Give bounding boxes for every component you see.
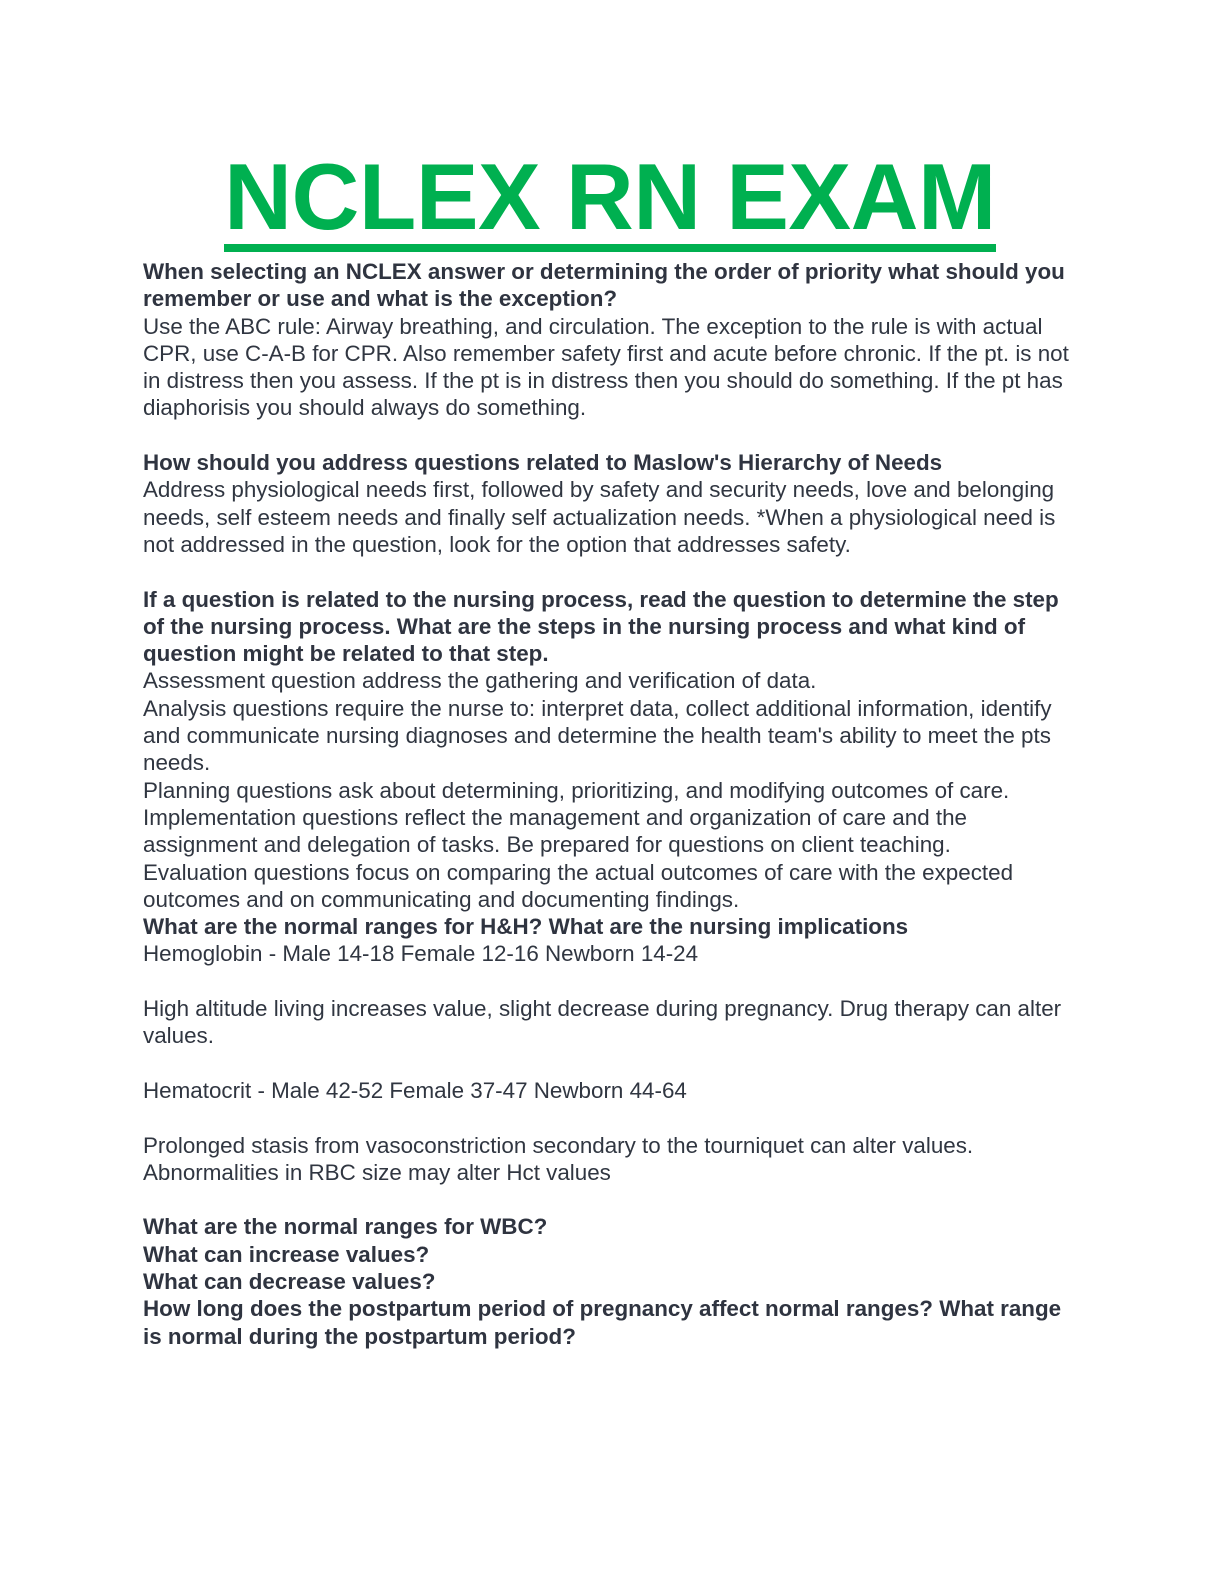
question-priority: When selecting an NCLEX answer or determining the order of priority what should you remember or use and what is the exception? (143, 259, 1065, 312)
answer-assessment: Assessment question address the gathering and verification of data. (143, 668, 817, 694)
question-wbc-postpartum: How long does the postpartum period of pregnancy affect normal ranges? What range is normal during the postpartum period? (143, 1296, 1062, 1349)
spacer (143, 558, 1083, 585)
question-hh-ranges: What are the normal ranges for H&H? What are the nursing implications (143, 914, 909, 940)
document-page (143, 144, 1083, 1350)
spacer (143, 1104, 1083, 1131)
answer-evaluation: Evaluation questions focus on comparing the actual outcomes of care with the expected outcomes and on communicating and documenting findings. (143, 859, 1014, 912)
answer-maslow: Address physiological needs first, followed by safety and security needs, love and belonging needs, self esteem needs and finally self actualization needs. *When a physiological need is not addressed in the question, look for the option that addresses safety. (143, 477, 1056, 557)
title-block (137, 144, 1083, 252)
question-nursing-process: If a question is related to the nursing process, read the question to determine the step of the nursing process. What are the steps in the nursing process and what kind of question might be related to that step. (143, 586, 1059, 667)
document-title: NCLEX RN EXAM (224, 150, 996, 252)
question-wbc-decrease: What can decrease values? (143, 1268, 436, 1294)
hematocrit-ranges: Hematocrit - Male 42-52 Female 37-47 Newborn 44-64 (143, 1077, 687, 1103)
answer-priority: Use the ABC rule: Airway breathing, and circulation. The exception to the rule is with actual CPR, use C-A-B for CPR. Also remember safety first and acute before chronic. If the pt. is not in distress then you assess. If the pt is in distress then you should do something. If the pt has diaphorisis you should always do something. (143, 313, 1069, 421)
spacer (143, 1050, 1083, 1077)
hemoglobin-ranges: Hemoglobin - Male 14-18 Female 12-16 Newborn 14-24 (143, 941, 699, 967)
question-wbc-ranges: What are the normal ranges for WBC? (143, 1214, 548, 1240)
answer-analysis: Analysis questions require the nurse to: interpret data, collect additional information, identify and communicate nursing diagnoses and determine the health team's ability to meet the pts needs. (143, 695, 1052, 776)
hemoglobin-note: High altitude living increases value, slight decrease during pregnancy. Drug therapy can alter values. (143, 996, 1062, 1049)
question-wbc-increase: What can increase values? (143, 1241, 430, 1267)
spacer (143, 968, 1083, 995)
hematocrit-note-2: Abnormalities in RBC size may alter Hct values (143, 1159, 611, 1185)
spacer (143, 422, 1083, 449)
hematocrit-note-1: Prolonged stasis from vasoconstriction secondary to the tourniquet can alter values. (143, 1132, 974, 1158)
answer-implementation: Implementation questions reflect the management and organization of care and the assignment and delegation of tasks. Be prepared for questions on client teaching. (143, 804, 967, 858)
spacer (143, 1186, 1083, 1213)
document-body (143, 258, 1083, 1350)
answer-planning: Planning questions ask about determining, prioritizing, and modifying outcomes of care. (143, 777, 1010, 803)
question-maslow: How should you address questions related to Maslow's Hierarchy of Needs (143, 450, 943, 476)
